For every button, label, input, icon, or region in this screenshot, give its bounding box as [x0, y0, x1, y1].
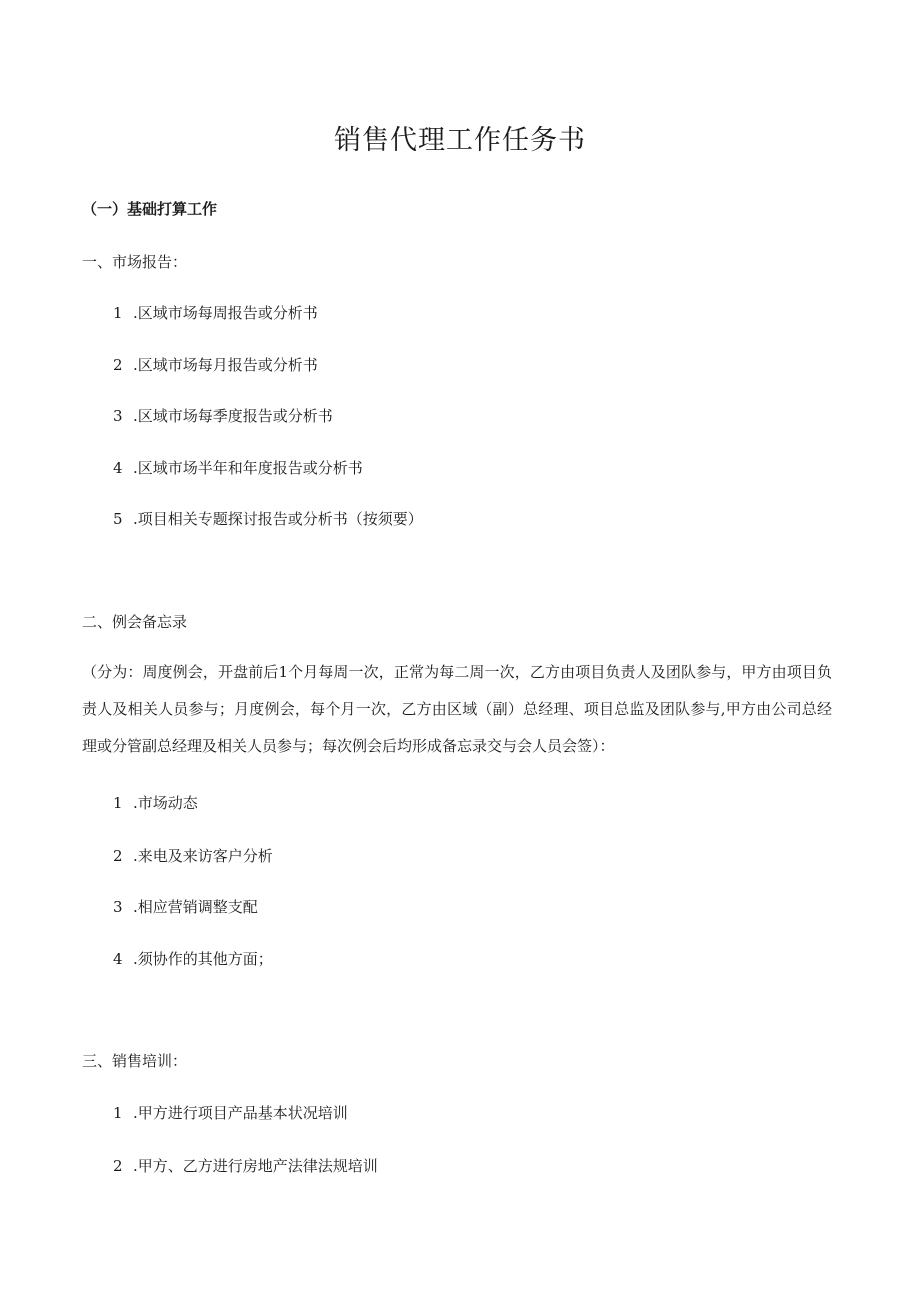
- list-item-text: .区域市场每周报告或分析书: [133, 304, 318, 322]
- list-item-text: .项目相关专题探讨报告或分析书（按须要）: [133, 510, 423, 528]
- section-heading-sales-training: 三、销售培训：: [82, 1052, 188, 1070]
- list-item-text: .甲方、乙方进行房地产法律法规培训: [133, 1157, 378, 1175]
- list-item: [113, 354, 318, 375]
- list-item-number: 3: [113, 898, 123, 916]
- list-item-number: 1: [113, 304, 123, 322]
- list-item-number: 2: [113, 1157, 123, 1175]
- list-item-text: .相应营销调整支配: [133, 898, 258, 916]
- list-item-text: .区域市场每月报告或分析书: [133, 356, 318, 374]
- list-item-text: .区域市场半年和年度报告或分析书: [133, 459, 363, 477]
- list-item-number: 3: [113, 407, 123, 425]
- list-item-text: .甲方进行项目产品基本状况培训: [133, 1104, 348, 1122]
- list-item: [113, 405, 333, 426]
- section-heading-market-report: 一、市场报告：: [82, 253, 188, 271]
- list-item-number: 2: [113, 356, 123, 374]
- list-item-text: .须协作的其他方面；: [133, 950, 273, 968]
- meeting-description-paragraph: （分为：周度例会，开盘前后1个月每周一次，正常为每二周一次，乙方由项目负责人及团队参与，甲方由项目负责人及相关人员参与；月度例会，每个月一次，乙方由区域（副）总经理、项目总监及团队参与,甲方由公司总经理或分管副总经理及相关人员参与；每次例会后均形成备忘录交与会人员会签）：: [82, 663, 832, 755]
- list-item-number: 4: [113, 459, 123, 477]
- list-item-text: .来电及来访客户分析: [133, 847, 273, 865]
- list-item-text: .市场动态: [133, 794, 198, 812]
- section-heading-meeting-memo: 二、例会备忘录: [82, 613, 188, 631]
- section-subtitle: （一）基础打算工作: [82, 200, 218, 218]
- list-item: [113, 845, 273, 866]
- list-item-number: 1: [113, 794, 123, 812]
- list-item-text: .区域市场每季度报告或分析书: [133, 407, 333, 425]
- list-item-number: 4: [113, 950, 123, 968]
- list-item: [113, 948, 273, 969]
- list-item: [113, 457, 363, 478]
- list-item-number: 5: [113, 510, 123, 528]
- list-item: [113, 1155, 378, 1176]
- list-item: [113, 896, 258, 917]
- list-item-number: 2: [113, 847, 123, 865]
- list-item: [113, 508, 423, 529]
- list-item: [113, 302, 318, 323]
- list-item: [113, 792, 198, 813]
- list-item: [113, 1102, 348, 1123]
- document-title: 销售代理工作任务书: [334, 125, 586, 156]
- list-item-number: 1: [113, 1104, 123, 1122]
